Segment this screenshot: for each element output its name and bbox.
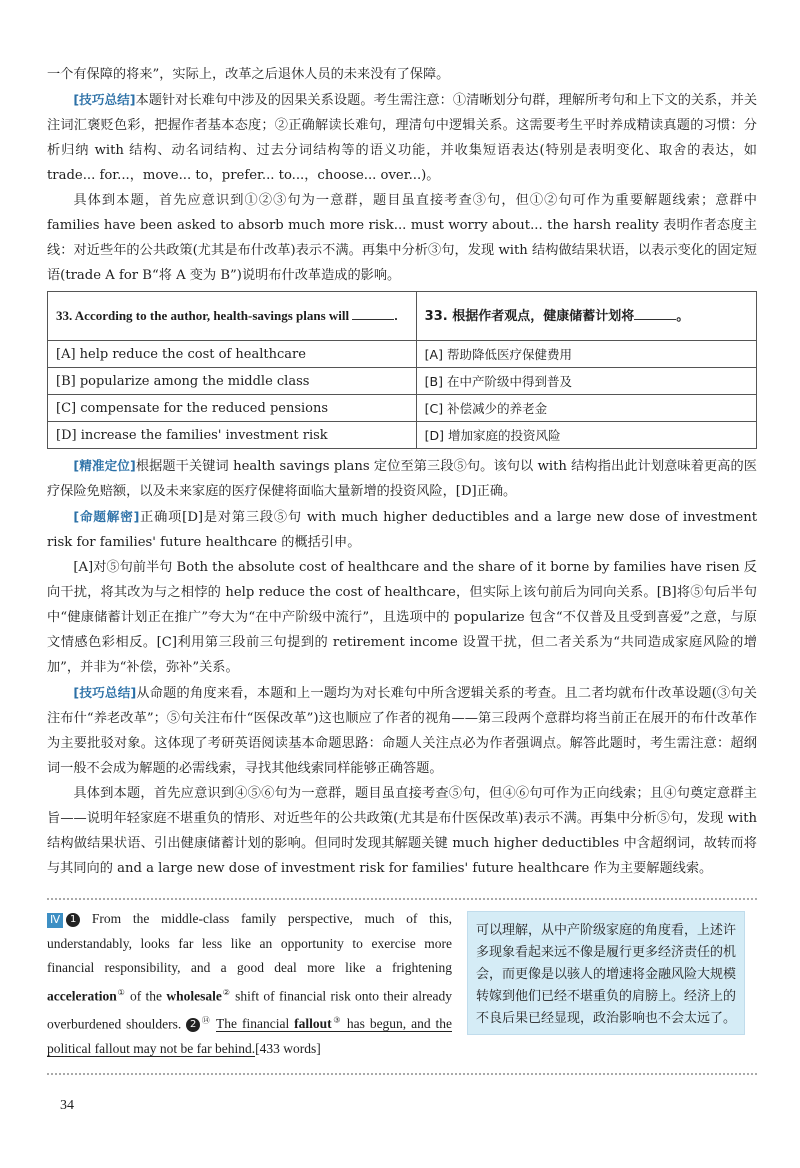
section-tag: [精准定位] xyxy=(73,458,136,473)
decode-paragraph: [命题解密]正确项[D]是对第三段⑤句 with much higher deductibles and a large new dose of investment risk for families' future healthcare 的概括引申。 xyxy=(47,509,757,550)
underlined-sentence: The financial fallout③ has begun, and the political fallout may not be far behind. xyxy=(47,1015,453,1056)
option-zh: [D] 增加家庭的投资风险 xyxy=(416,422,756,449)
analysis-paragraph: 具体到本题，首先应意识到④⑤⑥句为一意群，题目虽直接考查⑤句，但④⑥句可作为正向线索；且④句奠定意群主旨——说明年轻家庭不堪重负的情形、对近些年的公共政策(尤其是布什医保改革)表示不满。再集中分析⑤句，发现 with 结构做结果状语、引出健康储蓄计划的影响。但同时发现其解题关键 much higher deductibles 中含超纲词，故转而将与其同向的 and a large new dose of investment risk for families' future healthcare 作为主要解题线索。 xyxy=(47,786,757,876)
sentence-number: 1 xyxy=(66,913,80,927)
question-stem-zh: 33. 根据作者观点，健康储蓄计划将 。 xyxy=(416,292,756,341)
table-row xyxy=(48,292,757,341)
section-tag: [技巧总结] xyxy=(73,685,137,700)
passage-excerpt: Ⅳ 1 From the middle-class family perspective, much of this, understandably, looks far less like an opportunity to exercise more financial responsibility, and a good deal more like a frightening acceleration① of the wholesale② shift of financial risk onto their already overburdened shoulders. 2 ⑭ The financial fallout③ has begun, and the political fallout may not be far behind.[433 words] xyxy=(47,911,453,1056)
table-row xyxy=(48,341,757,368)
answer-blank xyxy=(634,307,676,320)
sentence-number: 2 xyxy=(186,1018,200,1032)
divider xyxy=(47,898,757,900)
answer-blank xyxy=(352,307,394,320)
vocab-word: wholesale xyxy=(166,988,222,1003)
question-table xyxy=(47,291,757,449)
analysis-paragraph: 具体到本题，首先应意识到①②③句为一意群，题目虽直接考查③句，但①②句可作为重要解题线索；意群中 families have been asked to absorb much more risk... must worry about... the harsh reality 表明作者态度主线：对近些年的公共政策(尤其是布什改革)表示不满。再集中分析③句，发现 with 结构做结果状语，以表示变化的固定短语(trade A for B“将 A 变为 B”)说明布什改革造成的影响。 xyxy=(47,193,757,283)
page-number: 34 xyxy=(60,1098,74,1113)
question-stem-en: 33. According to the author, health-savings plans will . xyxy=(48,292,417,341)
option-en: [A] help reduce the cost of healthcare xyxy=(48,341,417,368)
option-en: [B] popularize among the middle class xyxy=(48,368,417,395)
document-body xyxy=(47,62,757,881)
table-row xyxy=(48,395,757,422)
table-row xyxy=(48,422,757,449)
option-zh: [C] 补偿减少的养老金 xyxy=(416,395,756,422)
option-zh: [A] 帮助降低医疗保健费用 xyxy=(416,341,756,368)
option-en: [D] increase the families' investment risk xyxy=(48,422,417,449)
section-tag: [命题解密] xyxy=(73,509,140,524)
word-count: [433 words] xyxy=(255,1040,321,1056)
precise-location-paragraph: [精准定位]根据题干关键词 health savings plans 定位至第三段⑤句。该句以 with 结构指出此计划意味着更高的医疗保险免赔额，以及未来家庭的医疗保健将面临大量新增的投资风险，[D]正确。 xyxy=(47,458,757,499)
paragraph-continuation: 一个有保障的将来”，实际上，改革之后退休人员的未来没有了保障。 xyxy=(47,67,450,82)
option-en: [C] compensate for the reduced pensions xyxy=(48,395,417,422)
vocab-word: acceleration xyxy=(47,988,117,1003)
divider xyxy=(47,1073,757,1075)
tips-summary-paragraph: [技巧总结]从命题的角度来看，本题和上一题均为对长难句中所含逻辑关系的考查。且二者均就布什改革设题(③句关注布什“养老改革”；⑤句关注布什“医保改革”)这也顺应了作者的视角——第三段两个意群均将当前正在展开的布什改革作为主要批驳对象。这体现了考研英语阅读基本命题思路：命题人关注点必为作者强调点。解答此题时，考生需注意：超纲词一般不会成为解题的必需线索，寻找其他线索同样能够正确答题。 xyxy=(47,685,757,776)
distractor-paragraph: [A]对⑤句前半句 Both the absolute cost of healthcare and the share of it borne by families have risen 反向干扰，将其改为与之相悖的 help reduce the cost of healthcare，但实际上该句前后为同向关系。[B]将⑤句后半句中“健康储蓄计划正在推广”夸大为“在中产阶级中流行”，且选项中的 popularize 包含“不仅普及且受到喜爱”之意，与原文情感色彩相反。[C]利用第三段前三句提到的 retirement income 设置干扰，但二者关系为“共同造成家庭风险的增加”，并非为“补偿，弥补”关系。 xyxy=(47,560,757,675)
translation-box: 可以理解，从中产阶级家庭的角度看，上述许多现象看起来远不像是履行更多经济责任的机会，而更像是以骇人的增速将金融风险大规模转嫁到他们已经不堪重负的肩膀上。经济上的不良后果已经显现，政治影响也不会太远了。 xyxy=(467,911,745,1035)
option-zh: [B] 在中产阶级中得到普及 xyxy=(416,368,756,395)
section-number-badge: Ⅳ xyxy=(47,913,63,928)
vocab-word: fallout xyxy=(294,1016,332,1031)
tips-summary-paragraph: [技巧总结]本题针对长难句中涉及的因果关系设题。考生需注意：①清晰划分句群，理解所考句和上下文的关系，并关注词汇褒贬色彩，把握作者基本态度；②正确解读长难句，理清句中逻辑关系。这需要考生平时养成精读真题的习惯：分析归纳 with 结构、动名词结构、过去分词结构等的语义功能，并收集短语表达(特别是表明变化、取舍的表达，如 trade... for...，move... to，prefer... to...，choose... over...)。 xyxy=(47,92,757,183)
table-row xyxy=(48,368,757,395)
section-tag: [技巧总结] xyxy=(73,92,136,107)
